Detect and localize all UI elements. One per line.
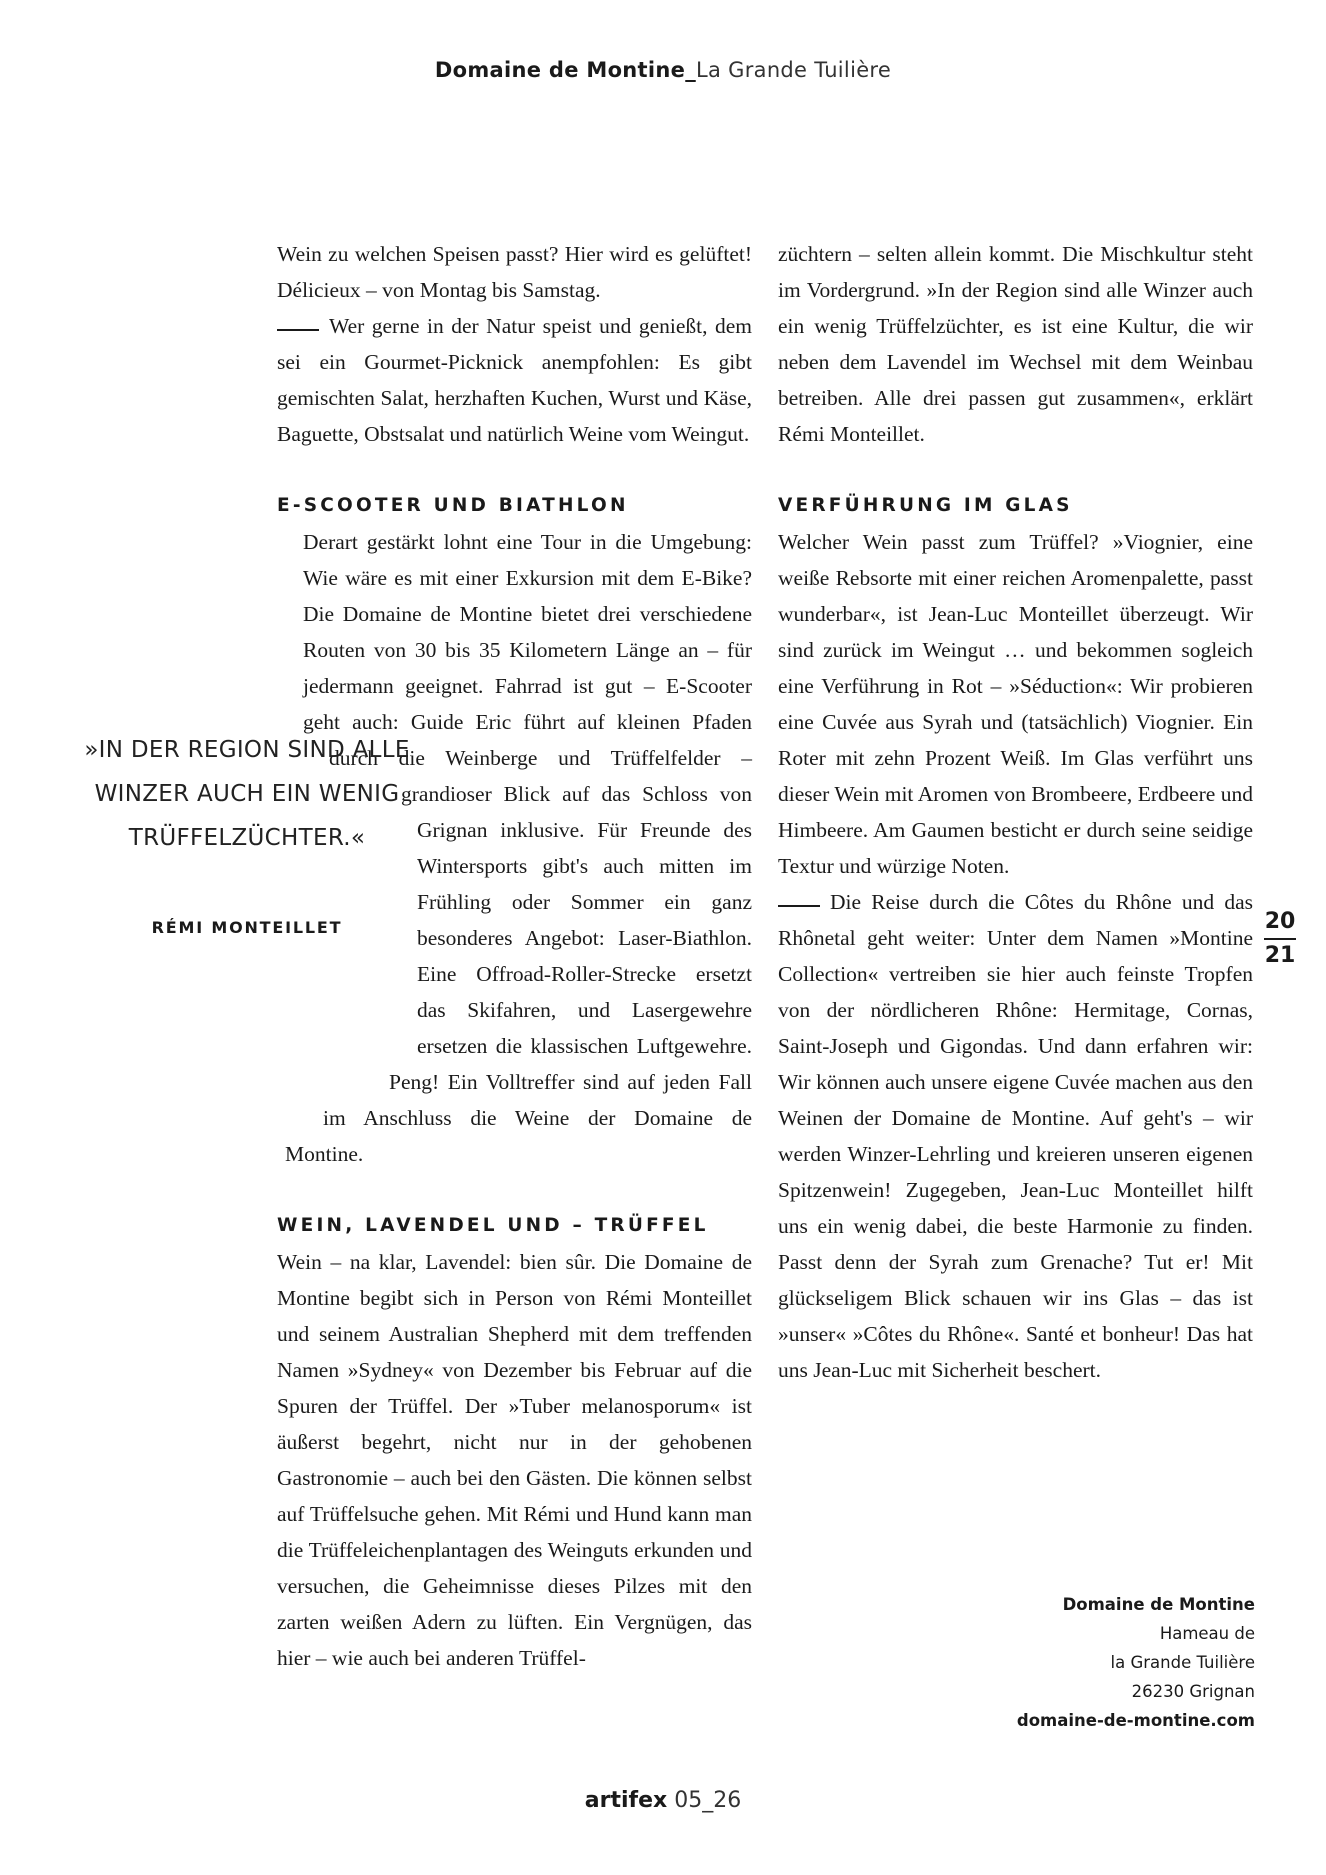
contact-address-line-2: la Grande Tuilière (1110, 1653, 1255, 1672)
section-heading-scooter: E-SCOOTER UND BIATHLON (277, 495, 629, 516)
page-footer (0, 1788, 1326, 1813)
wrap-spacer-5 (277, 1064, 389, 1100)
pull-quote: »IN DER REGION SIND ALLE WINZER AUCH EIN WENIG TRÜFFELZÜCHTER.« (84, 737, 410, 851)
wrap-spacer-7 (277, 1136, 285, 1172)
wrap-spacer-6 (277, 1100, 323, 1136)
right-paragraph-1: züchtern – selten allein kommt. Die Mischkultur steht im Vordergrund. »In der Region sind alle Winzer auch ein wenig Trüffelzüchter, es ist eine Kultur, die wir neben dem Lavendel im Wechsel mit dem Weinbau betreiben. Alle drei passen gut zusammen«, erklärt Rémi Monteillet. (778, 242, 1253, 446)
section-heading-glass: VERFÜHRUNG IM GLAS (778, 495, 1073, 516)
section-glass-text-2 (778, 884, 1253, 1388)
intro-paragraph-2-text: Wer gerne in der Natur speist und genießt, dem sei ein Gourmet-Picknick anempfohlen: Es gibt gemischten Salat, herzhaften Kuchen, Wurst und Käse, Baguette, Obstsalat und natürlich Weine vom Weingut. (277, 314, 752, 446)
section-truffle-text: Wein – na klar, Lavendel: bien sûr. Die Domaine de Montine begibt sich in Person von Rémi Monteillet und seinem Australian Shepherd mit dem treffenden Namen »Sydney« von Dezember bis Februar auf die Spuren der Trüffel. Der »Tuber melanosporum« ist äußerst begehrt, nicht nur in der gehobenen Gastronomie – auch bei den Gästen. Die können selbst auf Trüffelsuche gehen. Mit Rémi und Hund kann man die Trüffeleichenplantagen des Weinguts erkunden und versuchen, die Geheimnisse dieses Pilzes mit den zarten weißen Adern zu lüften. Ein Vergnügen, das hier – wie auch bei anderen Trüffel- (277, 1250, 752, 1670)
contact-website: domaine-de-montine.com (1016, 1711, 1255, 1730)
running-header (0, 58, 1326, 82)
contact-address-line-1: Hameau de (1159, 1624, 1255, 1643)
header-separator: _ (685, 58, 696, 82)
contact-box (1017, 1590, 1255, 1735)
footer-magazine: artifex (584, 1788, 668, 1813)
paragraph-dash (778, 905, 820, 907)
section-glass-text: Welcher Wein passt zum Trüffel? »Viognier, eine weiße Rebsorte mit einer reichen Aromenpalette, passt wunderbar«, ist Jean-Luc Monteillet überzeugt. Wir sind zurück im Weingut … und bekommen sogleich eine Verführung in Rot – »Séduction«: Wir probieren eine Cuvée aus Syrah und (tatsächlich) Viognier. Ein Roter mit zehn Prozent Weiß. Im Glas verführt uns dieser Wein mit Aromen von Brombeere, Erdbeere und Himbeere. Am Gaumen besticht er durch seine seidige Textur und würzige Noten. (778, 530, 1253, 878)
contact-name: Domaine de Montine (1062, 1595, 1255, 1614)
wrap-spacer-1 (277, 632, 303, 740)
section-glass-text-2-body: Die Reise durch die Côtes du Rhône und das Rhônetal geht weiter: Unter dem Namen »Montine Collection« vertreiben sie hier auch feinste Tropfen von der nördlicheren Rhône: Hermitage, Cornas, Saint-Joseph und Gigondas. Und dann erfahren wir: Wir können auch unsere eigene Cuvée machen aus den Weinen der Domaine de Montine. Auf geht's – wir werden Winzer-Lehrling und kreieren unseren eigenen Spitzenwein! Zugegeben, Jean-Luc Monteillet hilft uns ein wenig dabei, die beste Harmonie zu finden. Passt denn der Syrah zum Grenache? Tut er! Mit glückseligem Blick schauen wir ins Glas – das ist »unser« »Côtes du Rhône«. Santé et bonheur! Das hat uns Jean-Luc mit Sicherheit beschert. (778, 890, 1253, 1382)
pull-quote-author: RÉMI MONTEILLET (151, 918, 343, 937)
left-column (277, 236, 752, 1676)
contact-address-line-3: 26230 Grignan (1131, 1682, 1255, 1701)
page-number-right: 21 (1264, 943, 1296, 968)
intro-paragraph-2 (277, 308, 752, 452)
header-brand: Domaine de Montine (434, 58, 686, 82)
section-heading-truffle: WEIN, LAVENDEL UND – TRÜFFEL (277, 1215, 709, 1236)
section-scooter-text: Derart gestärkt lohnt eine Tour in die Umgebung: Wie wäre es mit einer Exkursion mit dem E-Bike? Die Domaine de Montine bietet drei verschiedene Routen von 30 bis 35 Kilometern Länge an – für jedermann geeignet. Fahrrad ist gut – E-Scooter geht auch: Guide Eric führt auf kleinen Pfaden durch die Weinberge und Trüffelfelder – grandioser Blick auf das Schloss von Grignan inklusive. Für Freunde des Wintersports gibt's auch mitten im Frühling oder Sommer ein ganz besonderes Angebot: Laser-Biathlon. Eine Offroad-Roller-Strecke ersetzt das Skifahren, und Lasergewehre ersetzen die klassischen Luftgewehre. Peng! Ein Volltreffer sind auf jeden Fall im Anschluss die Weine der Domaine de Montine. (285, 530, 752, 1166)
paragraph-dash (277, 329, 319, 331)
page-number (1262, 908, 1298, 970)
right-column (778, 236, 1253, 1388)
footer-issue: 05_26 (674, 1788, 742, 1813)
page-number-left: 20 (1264, 909, 1296, 934)
page-number-divider (1264, 938, 1296, 940)
header-subtitle: La Grande Tuilière (696, 58, 892, 82)
intro-paragraph-1: Wein zu welchen Speisen passt? Hier wird es gelüftet! Délicieux – von Montag bis Samstag. (277, 242, 752, 302)
